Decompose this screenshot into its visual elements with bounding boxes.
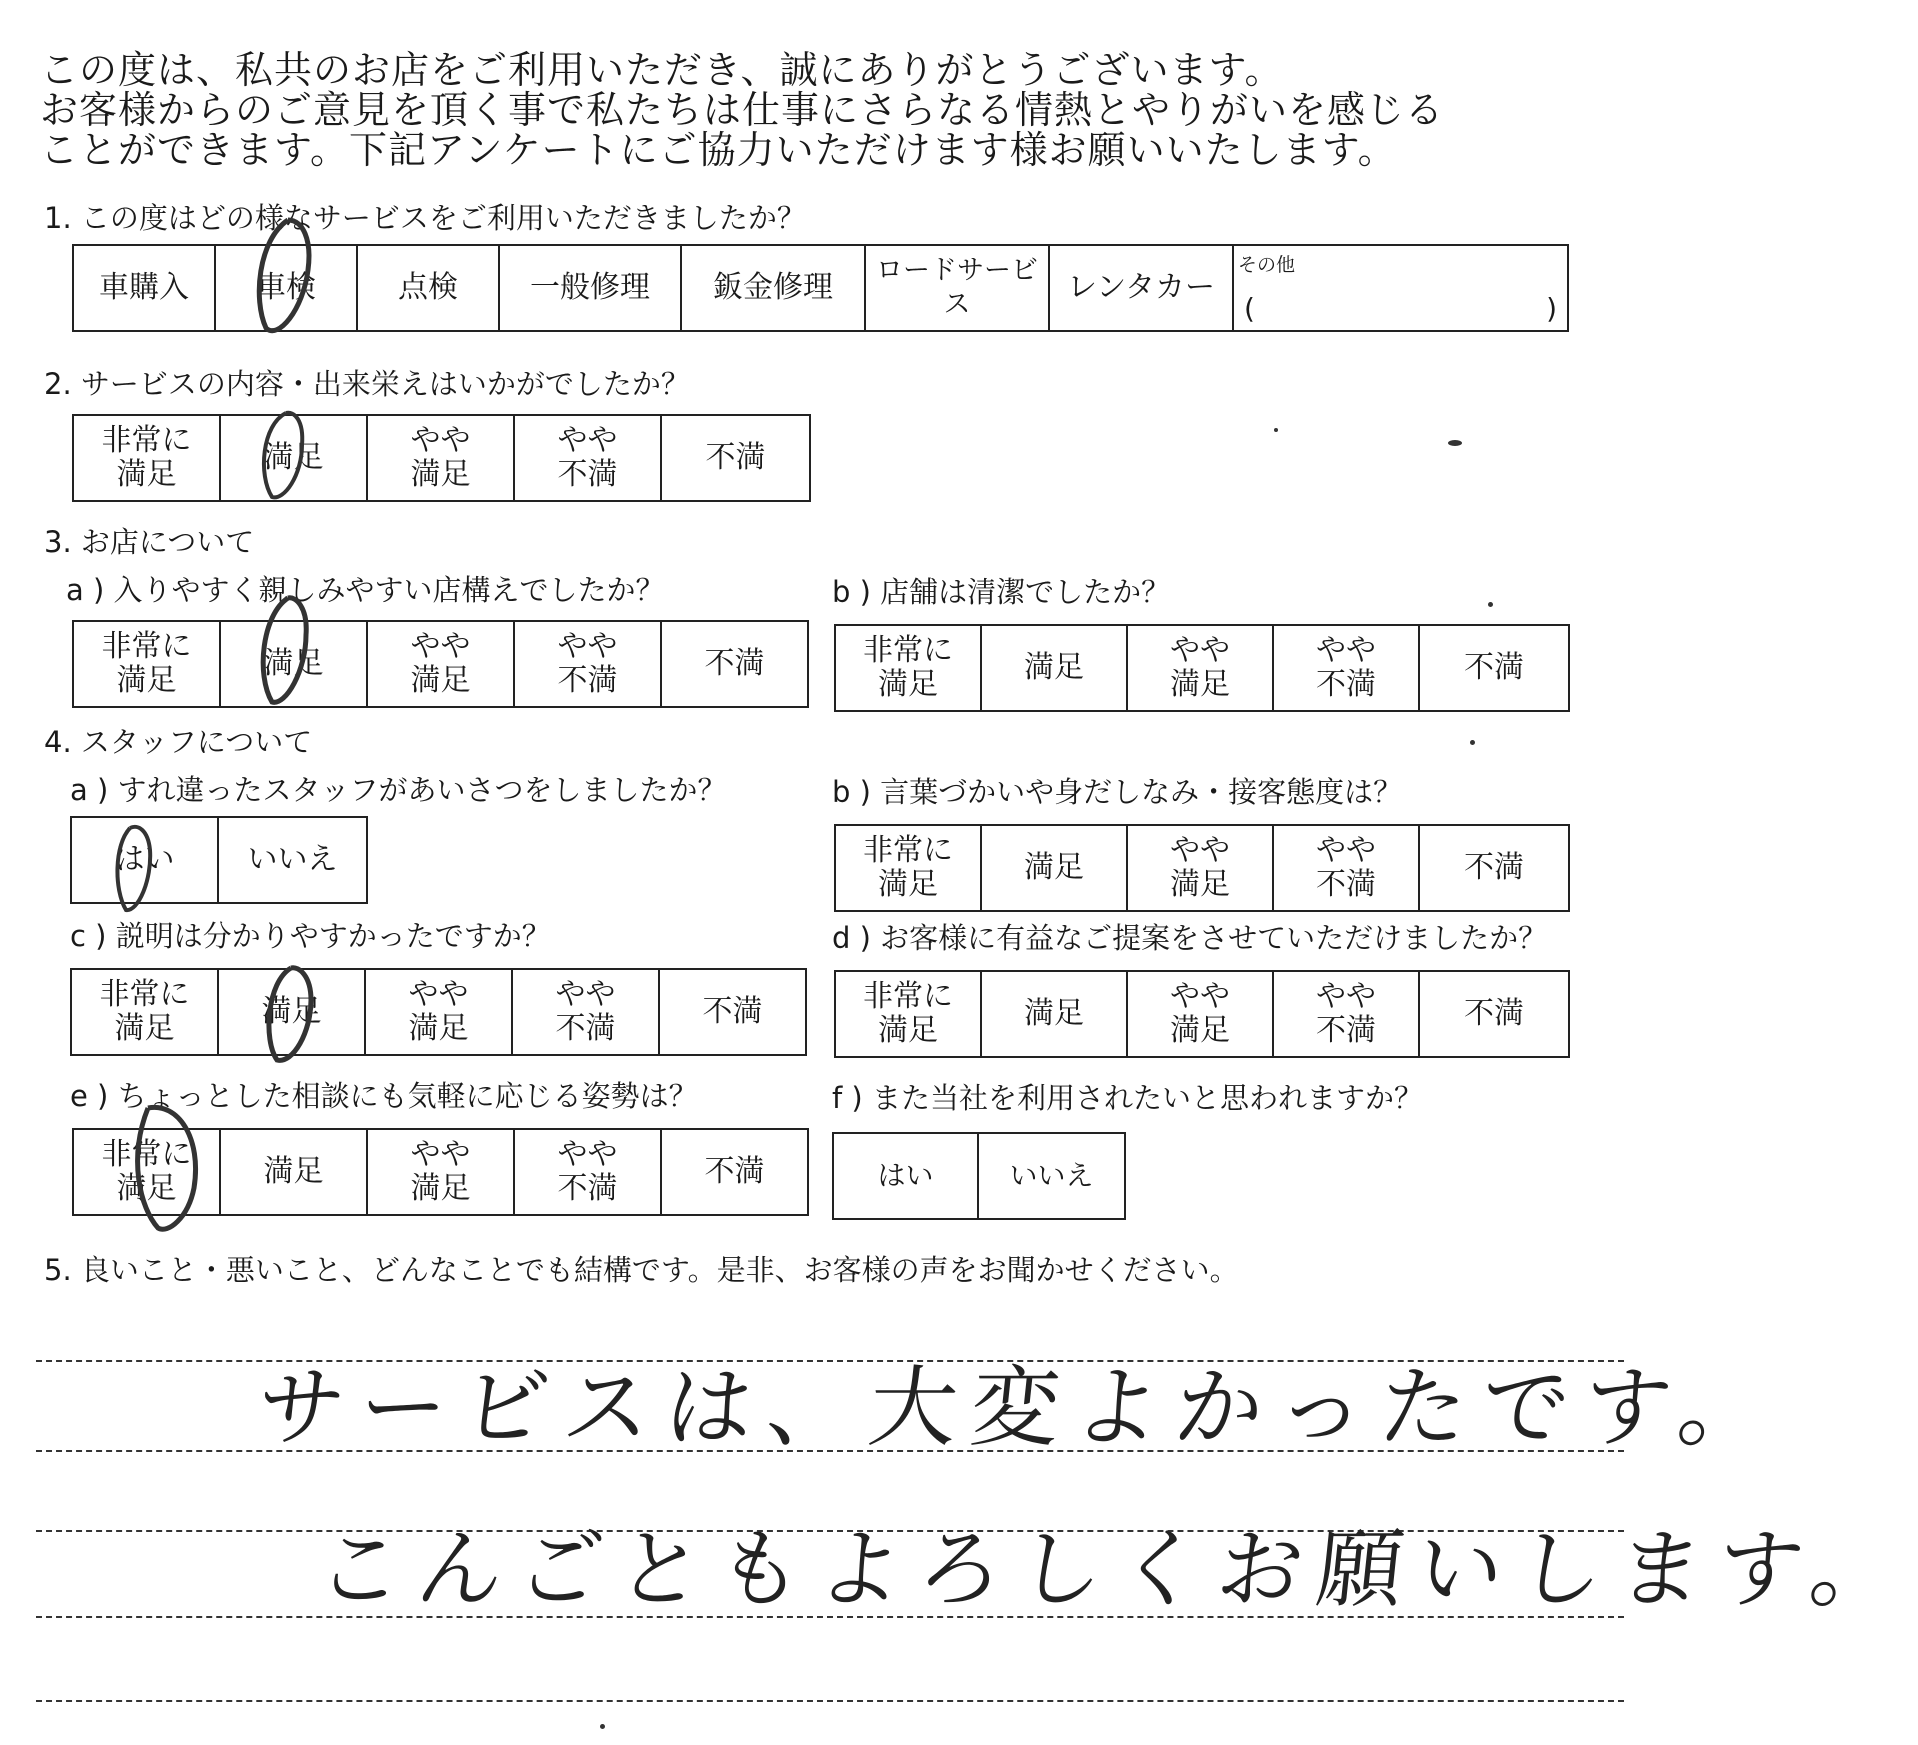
q3b-options	[834, 624, 1570, 712]
q4b-option-very-satisfied[interactable]: 非常に 満足	[836, 826, 982, 910]
q4a-option-yes[interactable]: はい	[72, 818, 219, 902]
q3a-option-satisfied[interactable]: 満足	[221, 622, 368, 706]
q1-other-label: その他	[1238, 254, 1296, 276]
scan-speck	[1470, 740, 1475, 745]
intro-line-3: ことができます。下記アンケートにご協力いただけます様お願いいたします。	[40, 128, 1397, 172]
q1-options	[72, 244, 1569, 332]
q4f-title: f ) また当社を利用されたいと思われますか？	[832, 1081, 1423, 1115]
q1-option-body-repair[interactable]: 鈑金修理	[682, 246, 866, 330]
comment-text-line-1: サービスは、大変よかったです。	[251, 1356, 1786, 1459]
comment-rule-5	[36, 1700, 1624, 1702]
q4a-title: a ) すれ違ったスタッフがあいさつをしましたか？	[70, 773, 727, 807]
comment-text-line-2: こんごともよろしくお願いします。	[311, 1520, 1916, 1620]
q4e-option-satisfied[interactable]: 満足	[221, 1130, 368, 1214]
q4d-option-somewhat-satisfied[interactable]: やや 満足	[1128, 972, 1274, 1056]
q3b-option-somewhat-satisfied[interactable]: やや 満足	[1128, 626, 1274, 710]
q4d-option-dissatisfied[interactable]: 不満	[1464, 996, 1524, 1031]
q4e-options	[72, 1128, 809, 1216]
scan-speck	[1488, 602, 1493, 607]
q4b-option-somewhat-satisfied[interactable]: やや 満足	[1128, 826, 1274, 910]
q4a-options	[70, 816, 368, 904]
q3a-title: a ) 入りやすく親しみやすい店構えでしたか？	[66, 573, 665, 607]
q3b-title: b ) 店舗は清潔でしたか？	[832, 575, 1171, 609]
q2-option-very-satisfied[interactable]: 非常に 満足	[74, 416, 221, 500]
q4-title: 4. スタッフについて	[44, 725, 313, 759]
q4d-title: d ) お客様に有益なご提案をさせていただけましたか？	[832, 921, 1548, 955]
intro-text	[40, 50, 1620, 170]
q4b-options	[834, 824, 1570, 912]
q4a-option-no[interactable]: いいえ	[247, 842, 338, 877]
q2-option-dissatisfied[interactable]: 不満	[705, 440, 766, 475]
q3-title: 3. お店について	[44, 525, 255, 559]
q4f-options	[832, 1132, 1126, 1220]
q4b-option-satisfied[interactable]: 満足	[982, 826, 1128, 910]
scan-speck	[1274, 428, 1278, 432]
q4e-option-somewhat-satisfied[interactable]: やや 満足	[368, 1130, 515, 1214]
q5-title: 5. 良いこと・悪いこと、どんなことでも結構です。是非、お客様の声をお聞かせください。	[44, 1253, 1239, 1287]
q1-option-inspection[interactable]: 車検	[216, 246, 358, 330]
q4d-option-very-satisfied[interactable]: 非常に 満足	[836, 972, 982, 1056]
q1-option-rental-car[interactable]: レンタカー	[1050, 246, 1234, 330]
q4c-title: c ) 説明は分かりやすかったですか？	[70, 919, 551, 953]
q3a-option-somewhat-dissatisfied[interactable]: やや 不満	[515, 622, 662, 706]
q4c-options	[70, 968, 807, 1056]
q4e-option-dissatisfied[interactable]: 不満	[704, 1154, 765, 1189]
q3b-option-satisfied[interactable]: 満足	[982, 626, 1128, 710]
q4d-option-somewhat-dissatisfied[interactable]: やや 不満	[1274, 972, 1420, 1056]
q1-option-other[interactable]	[1234, 246, 1567, 330]
q3a-option-somewhat-satisfied[interactable]: やや 満足	[368, 622, 515, 706]
q1-title: 1. この度はどの様なサービスをご利用いただきましたか？	[44, 201, 806, 235]
q4c-option-somewhat-dissatisfied[interactable]: やや 不満	[513, 970, 660, 1054]
q4c-option-satisfied[interactable]: 満足	[219, 970, 366, 1054]
q2-option-somewhat-satisfied[interactable]: やや 満足	[368, 416, 515, 500]
q4e-title: e ) ちょっとした相談にも気軽に応じる姿勢は？	[70, 1079, 698, 1113]
intro-line-2: お客様からのご意見を頂く事で私たちは仕事にさらなる情熱とやりがいを感じる	[40, 88, 1445, 132]
q3a-option-dissatisfied[interactable]: 不満	[704, 646, 765, 681]
q4d-options	[834, 970, 1570, 1058]
q4f-option-no[interactable]: いいえ	[1009, 1159, 1094, 1192]
scan-speck	[1448, 440, 1462, 446]
q4e-option-very-satisfied[interactable]: 非常に 満足	[74, 1130, 221, 1214]
q1-option-car-purchase[interactable]: 車購入	[74, 246, 216, 330]
q4b-option-dissatisfied[interactable]: 不満	[1464, 850, 1524, 885]
q2-title: 2. サービスの内容・出来栄えはいかがでしたか？	[44, 367, 690, 401]
q4c-option-somewhat-satisfied[interactable]: やや 満足	[366, 970, 513, 1054]
q3a-option-very-satisfied[interactable]: 非常に 満足	[74, 622, 221, 706]
q3b-option-somewhat-dissatisfied[interactable]: やや 不満	[1274, 626, 1420, 710]
q3b-option-dissatisfied[interactable]: 不満	[1464, 650, 1524, 685]
q4b-title: b ) 言葉づかいや身だしなみ・接客態度は？	[832, 775, 1403, 809]
q2-options	[72, 414, 811, 502]
q4c-option-dissatisfied[interactable]: 不満	[702, 994, 763, 1029]
q1-other-input[interactable]: ( )	[1244, 292, 1557, 325]
q4e-option-somewhat-dissatisfied[interactable]: やや 不満	[515, 1130, 662, 1214]
q1-option-general-repair[interactable]: 一般修理	[500, 246, 682, 330]
q3a-options	[72, 620, 809, 708]
q1-option-check[interactable]: 点検	[358, 246, 500, 330]
q2-option-somewhat-dissatisfied[interactable]: やや 不満	[515, 416, 662, 500]
q1-option-road-service[interactable]: ロードサービス	[866, 246, 1050, 330]
scan-speck	[600, 1724, 605, 1729]
q4c-option-very-satisfied[interactable]: 非常に 満足	[72, 970, 219, 1054]
q2-option-satisfied[interactable]: 満足	[221, 416, 368, 500]
q4b-option-somewhat-dissatisfied[interactable]: やや 不満	[1274, 826, 1420, 910]
q4d-option-satisfied[interactable]: 満足	[982, 972, 1128, 1056]
q3b-option-very-satisfied[interactable]: 非常に 満足	[836, 626, 982, 710]
q4f-option-yes[interactable]: はい	[834, 1134, 979, 1218]
intro-line-1: この度は、私共のお店をご利用いただき、誠にありがとうございます。	[40, 48, 1284, 92]
